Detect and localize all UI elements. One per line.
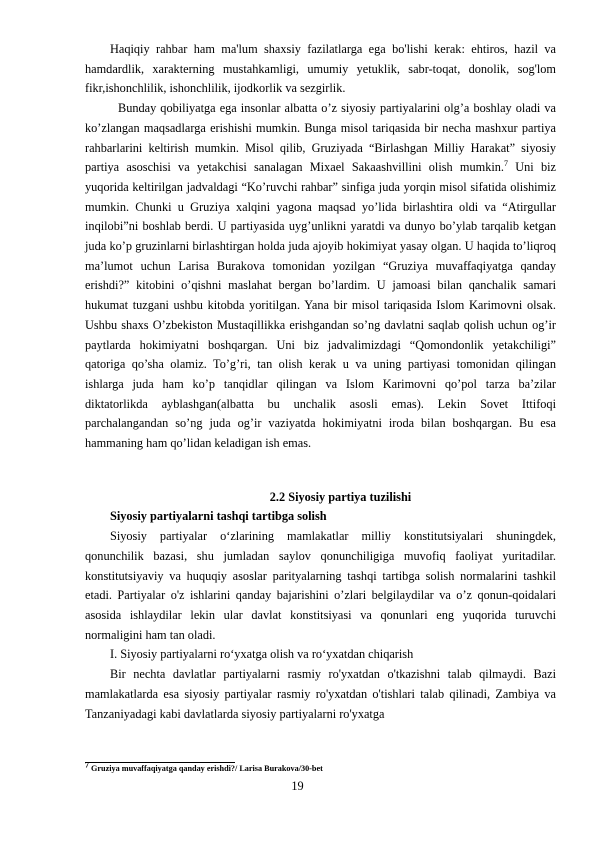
paragraph-examples: [85, 99, 556, 454]
section-heading: 2.2 Siyosiy partiya tuzilishi: [269, 489, 412, 504]
paragraph-examples-start: Bunday qobiliyatga ega insonlar albatta o’z siyosiy partiyalarini olg’a boshlay oladi va ko’zlangan maqsadlarga erishishi mumkin. Bunga misol tariqasida bir necha mashxur partiya rahbarlarini keltirish mumkin. Misol qilib, Gruziyada “Birlashgan Milliy Harakat” siyosiy partiya asoschisi va yetakchisi sanalagan Mixael Sakaashvillini olish mumkin.: [85, 101, 556, 175]
footnote: [85, 760, 323, 773]
paragraph-registration: Bir nechta davlatlar partiyalarni rasmiy ro'yxatdan o'tkazishni talab qilmaydi. Bazi mamlakatlarda esa siyosiy partiyalar rasmiy ro'yxatdan o'tishlari talab qilinadi, Zambiya va Tanzaniyadagi kabi davlatlarda siyosiy partiyalarni ro'yxatga: [85, 667, 556, 721]
paragraph-regulation: Siyosiy partiyalar o‘zlarining mamlakatlar milliy konstitutsiyalari shuningdek, qonunchilik bazasi, shu jumladan saylov qonunchiligiga muvofiq faoliyat yuritadilar. konstitutsiyaviy va huquqiy asoslar parityalarning tashqi tartibga solish normalarini tashkil etadi. Partiyalar o'z ishlarini qanday bajarishini o’zlari belgilaydilar va o’z qonun-qoidalari asosida ishlaydilar lekin ular davlat konstitsiyasi va qonunlari eng yuqorida turuvchi normaligini ham tan oladi.: [85, 529, 556, 642]
page-body: [85, 40, 556, 724]
footnote-number: 7: [85, 760, 89, 770]
footnote-reference: 7: [504, 159, 509, 169]
paragraph-qualities: Haqiqiy rahbar ham ma'lum shaxsiy fazilatlarga ega bo'lishi kerak: ehtiros, hazil va hamdardlik, xarakterning mustahkamligi, umumiy yetuklik, sabr-toqat, donolik, sog'lom fikr,ishonchlilik, ishonchlilik, ijodkorlik va sezgirlik.: [85, 42, 556, 96]
page-number: 19: [291, 779, 304, 793]
paragraph-registration-title: I. Siyosiy partiyalarni ro‘yxatga olish va ro‘yxatdan chiqarish: [110, 647, 414, 662]
footnote-divider: [85, 762, 235, 763]
paragraph-examples-rest: Uni biz yuqorida keltirilgan jadvaldagi “Ko’ruvchi rahbar” sinfiga juda yorqin misol sifatida olishimiz mumkin. Chunki u Gruziya xalqini yagona maqsad yo’lida birlashtira oldi va “Atirgullar inqilobi”ni boshlab berdi. U partiyasida uyg’unlikni yaratdi va dunyo bo’ylab tarqalib ketgan juda ko’p gruzinlarni birlashtirgan holda juda ajoyib hokimiyat yasay olgan. U haqida to’liqroq ma’lumot uchun Larisa Burakova tomonidan yozilgan “Gruziya muvaffaqiyatga qanday erishdi?” kitobini o’qishni maslahat bergan bo’lardim. U jamoasi bilan qanchalik samari hukumat tuzgani ushbu kitobda yoritilgan. Yana bir misol tariqasida Islom Karimovni olsak. Ushbu shaxs O’zbekiston Mustaqillikka erishgandan so’ng davlatni saqlab qolish uchun og’ir paytlarda hokimiyatni boshqargan. Uni biz jadvalimizdagi “Qomondonlik yetakchiligi” qatoriga qo’sha olamiz. To’g’ri, tan olish kerak u va uning partiyasi tomonidan qilingan ishlarga juda ham ko’p tanqidlar qilingan va Islom Karimovni qo’pol tarza ba’zilar diktatorlikda ayblashgan(albatta bu unchalik asosli emas). Lekin Sovet Ittifoqi parchalangandan so’ng juda og’ir vaziyatda hokimiyatni iroda bilan boshqargan. Bu esa hammaning ham qo’lidan keladigan ish emas.: [85, 160, 556, 451]
footnote-text: Gruziya muvaffaqiyatga qanday erishdi?/ Larisa Burakova/30-bet: [89, 764, 323, 773]
section-subheading: Siyosiy partiyalarni tashqi tartibga solish: [110, 509, 327, 524]
